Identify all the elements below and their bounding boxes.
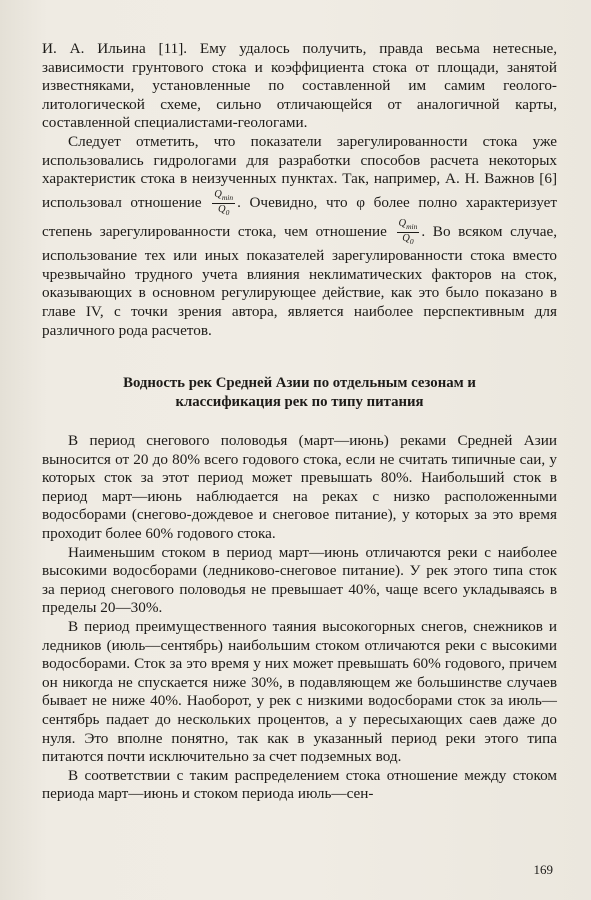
- section-heading-line-1: Водность рек Средней Азии по отдельным сезонам и: [123, 375, 476, 392]
- section-heading-line-2: классификация рек по типу питания: [175, 394, 424, 411]
- paragraph-2-part-2: . Очевидно, что φ более полно характеризует степень зарегулированности стока, чем отношение: [42, 193, 557, 241]
- fraction-1-denominator: Q: [217, 203, 226, 215]
- paragraph-6: В соответствии с таким распределением стока отношение между стоком периода март—июнь и стоком периода июль—сен-: [42, 766, 557, 803]
- page-number: 169: [533, 862, 553, 877]
- section-heading: [42, 374, 557, 412]
- paragraph-2-part-1: Следует отметить, что показатели зарегулированности стока уже использовались гидрологами для разработки способов расчета некоторых характеристик стока в неизученных пунктах. Так, например, А. Н. Важнов [6] использовал отношение: [42, 132, 557, 211]
- fraction-2-denominator-sub: 0: [409, 237, 414, 247]
- paragraph-3: В период снегового половодья (март—июнь) реками Средней Азии выносится от 20 до 80% всего годового стока, если не считать типичные саи, у которых сток за этот период может превышать 80%. Наибольший сток в период март—июнь наблюдается на реках с низко расположенными водосборами (снегово-дождевое и снеговое питание), у которых за это время проходит более 60% годового стока.: [42, 432, 557, 543]
- fraction-qmin-q0-2: [397, 218, 420, 247]
- fraction-2-numerator: Q: [398, 217, 407, 229]
- paragraph-2: [42, 133, 557, 340]
- fraction-1-denominator-sub: 0: [225, 207, 230, 217]
- fraction-2-numerator-sub: min: [406, 222, 418, 232]
- fraction-1-numerator-sub: min: [221, 192, 234, 202]
- paragraph-2-part-3: . Во всяком случае, использование тех или иных показателей зарегулированности стока вместо чрезвычайно трудного учета влияния неклиматических факторов на сток, оказывающих в основном регулирующее действие, как это было показано в главе IV, с точки зрения автора, является наиболее перспективным для различного рода расчетов.: [42, 223, 557, 339]
- paragraph-1: И. А. Ильина [11]. Ему удалось получить, правда весьма нетесные, зависимости грунтового стока и коэффициента стока от площади, занятой известняками, установленные по составленной им самим геолого-литологической схеме, сильно отличающейся от аналогичной карты, составленной специалистами-геологами.: [42, 40, 557, 132]
- paragraph-4: Наименьшим стоком в период март—июнь отличаются реки с наиболее высокими водосборами (ледниково-снеговое питание). У рек этого типа сток за период снегового половодья не превышает 40%, чаще всего укладываясь в пределы 20—30%.: [42, 543, 557, 617]
- fraction-1-numerator: Q: [214, 188, 222, 200]
- paragraph-5: В период преимущественного таяния высокогорных снегов, снежников и ледников (июль—сентябрь) наибольшим стоком отличаются реки с высокими водосборами. Сток за это время у них может превышать 60% годового, причем он никогда не спускается ниже 30%, в подавляющем же большинстве случаев бывает не ниже 40%. Наоборот, у рек с низкими водосборами сток за июль—сентябрь падает до нескольких процентов, а у пересыхающих саев даже до нуля. Это вполне понятно, так как в указанный период реки этого типа питаются почти исключительно за счет подземных вод.: [42, 618, 557, 766]
- fraction-qmin-q0-1: [212, 189, 235, 218]
- fraction-2-denominator: Q: [402, 233, 410, 245]
